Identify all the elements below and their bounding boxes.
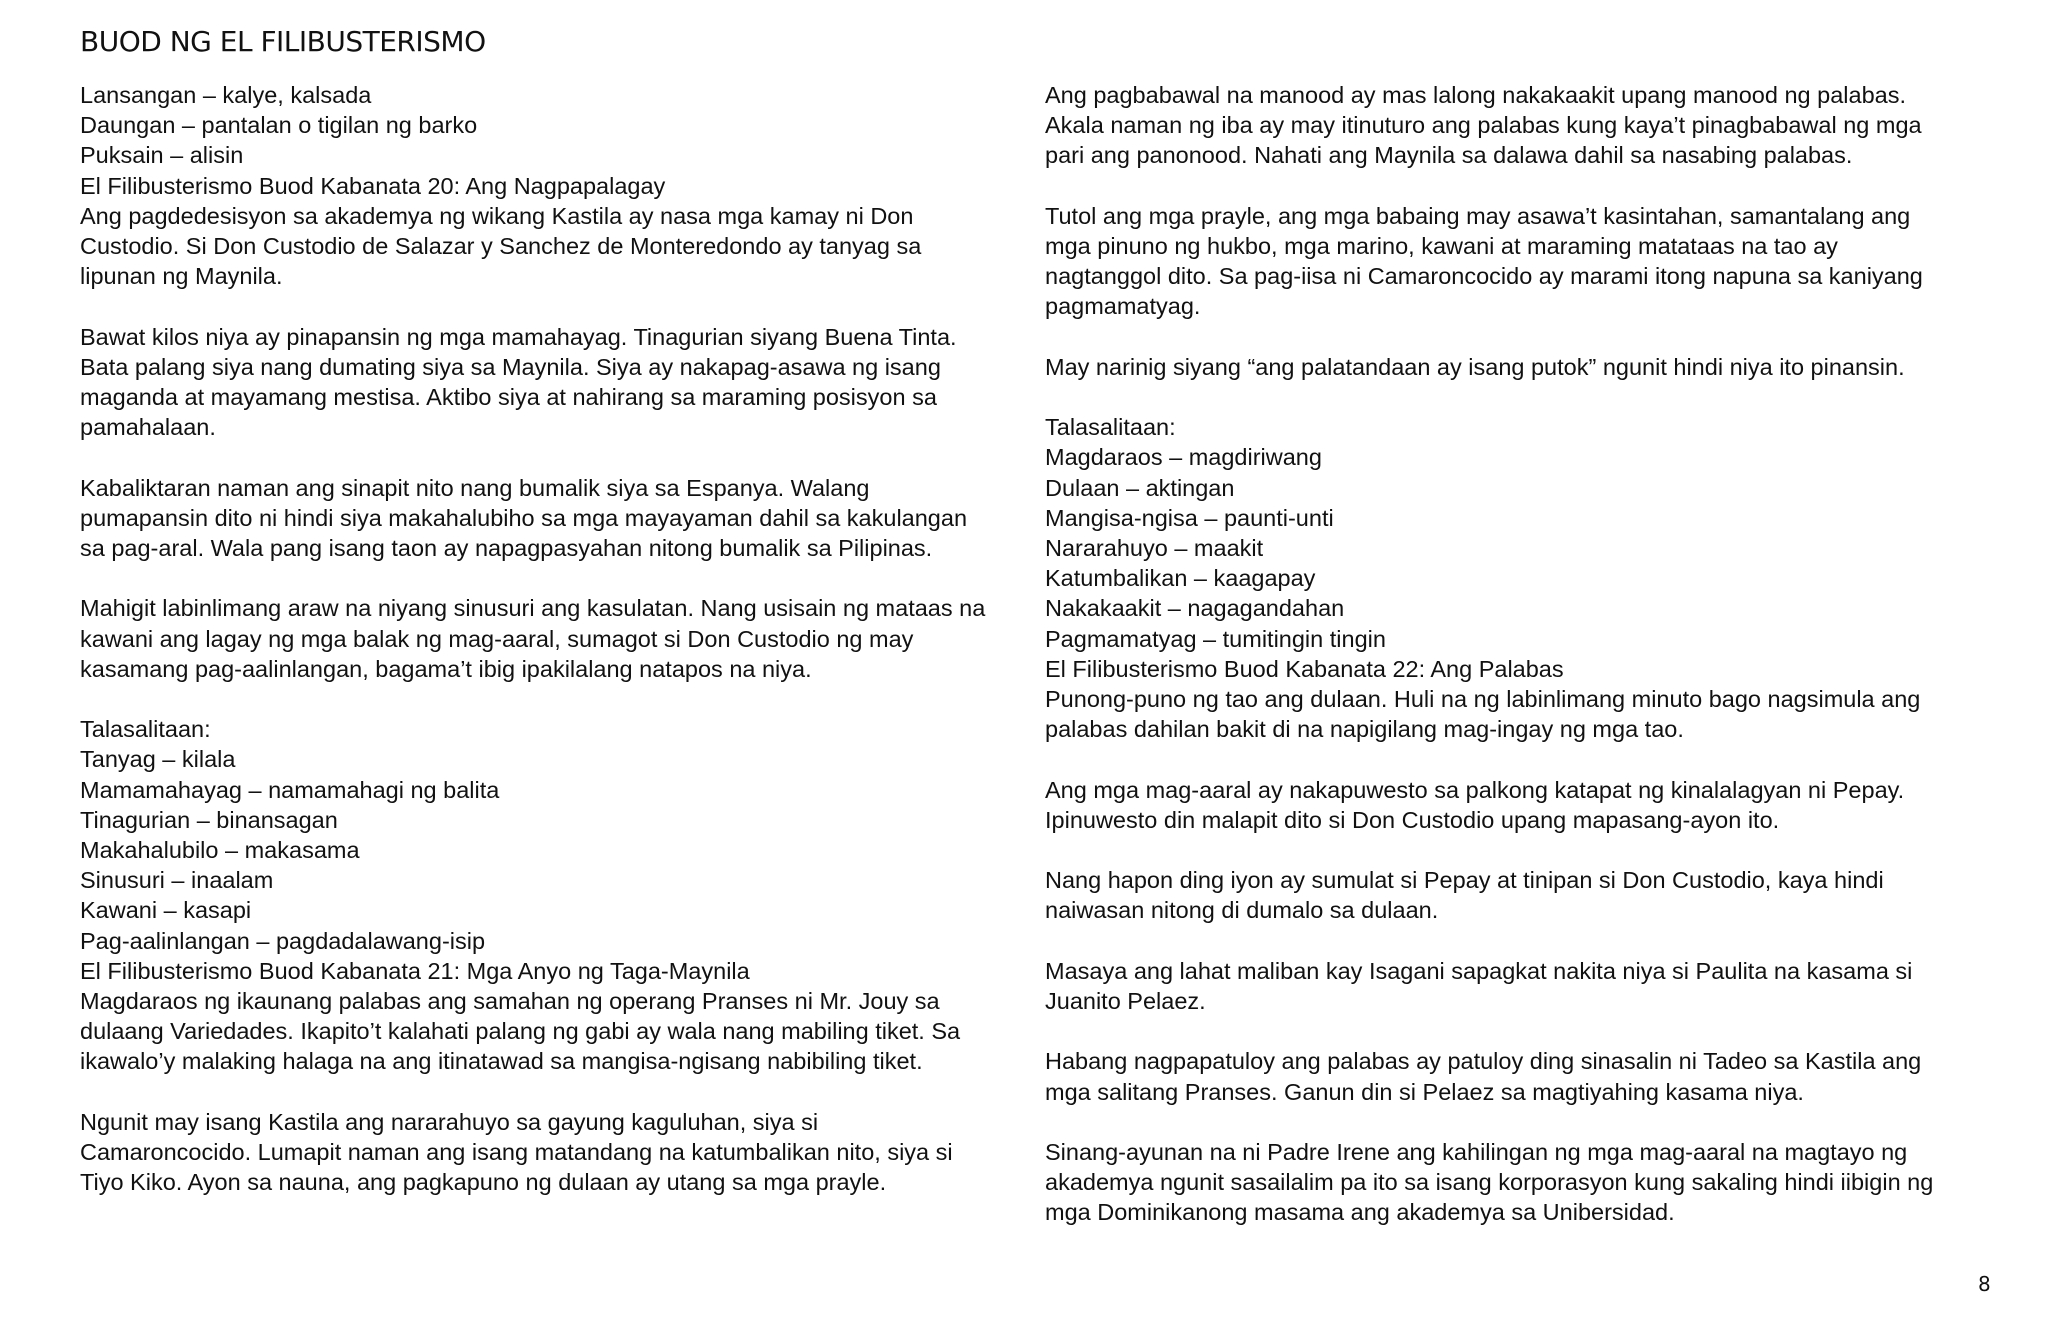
page-number: 8 (1978, 1272, 1991, 1296)
text-line: mga pinuno ng hukbo, mga marino, kawani at maraming matataas na tao ay (1045, 233, 1838, 259)
text-line: kawani ang lagay ng mga balak ng mag-aaral, sumagot si Don Custodio ng may (80, 625, 914, 652)
text-line: Tanyag – kilala (80, 746, 236, 773)
text-line: Talasalitaan: (80, 716, 211, 743)
text-line: Tiyo Kiko. Ayon sa nauna, ang pagkapuno ng dulaan ay utang sa mga prayle. (80, 1169, 887, 1196)
text-line: pari ang panonood. Nahati ang Maynila sa dalawa dahil sa nasabing palabas. (1045, 142, 1853, 169)
paragraph-spacer (80, 563, 1040, 593)
text-line: Magdaraos ng ikaunang palabas ang samahan ng operang Pranses ni Mr. Jouy sa (80, 988, 940, 1015)
text-line: Makahalubilo – makasama (80, 837, 360, 864)
text-line: nagtanggol dito. Sa pag-iisa ni Camaroncocido ay marami itong napuna sa kaniyang (1045, 263, 1923, 290)
text-line: Masaya ang lahat maliban kay Isagani sapagkat nakita niya si Paulita na kasama si (1045, 957, 1913, 984)
text-line: Bawat kilos niya ay pinapansin ng mga mamahayag. Tinagurian siyang Buena Tinta. (80, 323, 957, 350)
text-line: Ang pagdedesisyon sa akademya ng wikang Kastila ay nasa mga kamay ni Don (80, 202, 914, 229)
text-line: Mangisa-ngisa – paunti-unti (1045, 504, 1334, 531)
text-line: Ang mga mag-aaral ay nakapuwesto sa palkong katapat ng kinalalagyan ni Pepay. (1045, 776, 1905, 803)
right-text-column (1045, 80, 2005, 1228)
text-line: Katumbalikan – kaagapay (1045, 565, 1316, 592)
text-line: Bata palang siya nang dumating siya sa Maynila. Siya ay nakapag-asawa ng isang (80, 353, 941, 380)
paragraph-spacer (1045, 1016, 2005, 1046)
text-line: palabas dahilan bakit di na napigilang mag-ingay ng mga tao. (1045, 716, 1684, 743)
text-line: El Filibusterismo Buod Kabanata 20: Ang Nagpapalagay (80, 172, 666, 199)
left-text-column (80, 80, 1040, 1197)
text-line: Punong-puno ng tao ang dulaan. Huli na ng labinlimang minuto bago nagsimula ang (1045, 686, 1921, 713)
paragraph-spacer (1045, 835, 2005, 865)
text-line: Nararahuyo – maakit (1045, 535, 1264, 561)
page-title: BUOD NG EL FILIBUSTERISMO (80, 25, 486, 58)
paragraph-spacer (80, 291, 1040, 321)
paragraph-spacer (80, 684, 1040, 714)
text-line: Ipinuwesto din malapit dito si Don Custodio upang mapasang-ayon ito. (1045, 806, 1780, 833)
text-line: pumapansin dito ni hindi siya makahalubiho sa mga mayayaman dahil sa kakulangan (80, 504, 968, 531)
text-line: maganda at mayamang mestisa. Aktibo siya at nahirang sa maraming posisyon sa (80, 384, 937, 411)
text-line: Daungan – pantalan o tigilan ng barko (80, 112, 478, 139)
text-line: Sinang-ayunan na ni Padre Irene ang kahilingan ng mga mag-aaral na magtayo ng (1045, 1138, 1908, 1165)
text-line: Pag-aalinlangan – pagdadalawang-isip (80, 927, 486, 954)
text-line: kasamang pag-aalinlangan, bagama’t ibig ipakilalang natapos na niya. (80, 655, 812, 682)
text-line: Kawani – kasapi (80, 897, 252, 924)
text-line: lipunan ng Maynila. (80, 263, 283, 290)
paragraph-spacer (80, 442, 1040, 472)
text-line: Sinusuri – inaalam (80, 867, 274, 894)
text-line: sa pag-aral. Wala pang isang taon ay napagpasyahan nitong bumalik sa Pilipinas. (80, 535, 933, 562)
paragraph-spacer (1045, 382, 2005, 412)
text-line: Tutol ang mga prayle, ang mga babaing may asawa’t kasintahan, samantalang ang (1045, 202, 1911, 229)
text-line: pamahalaan. (80, 414, 216, 441)
text-line: Dulaan – aktingan (1045, 474, 1235, 501)
text-line: pagmamatyag. (1045, 293, 1201, 320)
text-line: Mahigit labinlimang araw na niyang sinusuri ang kasulatan. Nang usisain ng mataas na (80, 595, 986, 622)
text-line: Lansangan – kalye, kalsada (80, 82, 372, 108)
text-line: dulaang Variedades. Ikapito’t kalahati palang ng gabi ay wala nang mabiling tiket. Sa (80, 1018, 961, 1045)
text-line: Mamamahayag – namamahagi ng balita (80, 776, 500, 803)
text-line: Pagmamatyag – tumitingin tingin (1045, 625, 1386, 652)
text-line: El Filibusterismo Buod Kabanata 22: Ang Palabas (1045, 655, 1564, 682)
text-line: Nakakaakit – nagagandahan (1045, 595, 1345, 622)
text-line: mga Dominikanong masama ang akademya sa Unibersidad. (1045, 1199, 1675, 1226)
text-line: mga salitang Pranses. Ganun din si Pelaez sa magtiyahing kasama niya. (1045, 1078, 1804, 1105)
text-line: Puksain – alisin (80, 142, 244, 169)
text-line: Custodio. Si Don Custodio de Salazar y Sanchez de Monteredondo ay tanyag sa (80, 233, 922, 260)
text-line: akademya ngunit sasailalim pa ito sa isang korporasyon kung sakaling hindi iibigin ng (1045, 1169, 1934, 1196)
text-line: Juanito Pelaez. (1045, 988, 1206, 1014)
text-line: Ang pagbabawal na manood ay mas lalong nakakaakit upang manood ng palabas. (1045, 82, 1906, 108)
text-line: naiwasan nitong di dumalo sa dulaan. (1045, 897, 1439, 924)
paragraph-spacer (1045, 171, 2005, 201)
text-line: Kabaliktaran naman ang sinapit nito nang bumalik siya sa Espanya. Walang (80, 474, 870, 501)
text-line: Camaroncocido. Lumapit naman ang isang matandang na katumbalikan nito, siya si (80, 1139, 953, 1166)
text-line: Akala naman ng iba ay may itinuturo ang palabas kung kaya’t pinagbabawal ng mga (1045, 112, 1922, 139)
text-line: Magdaraos – magdiriwang (1045, 444, 1322, 471)
text-line: Talasalitaan: (1045, 414, 1176, 441)
paragraph-spacer (1045, 926, 2005, 956)
paragraph-spacer (1045, 744, 2005, 774)
text-line: Tinagurian – binansagan (80, 806, 338, 833)
paragraph-spacer (1045, 322, 2005, 352)
paragraph-spacer (1045, 1107, 2005, 1137)
text-line: Habang nagpapatuloy ang palabas ay patuloy ding sinasalin ni Tadeo sa Kastila ang (1045, 1048, 1922, 1075)
text-line: El Filibusterismo Buod Kabanata 21: Mga Anyo ng Taga-Maynila (80, 957, 750, 984)
text-line: Ngunit may isang Kastila ang nararahuyo sa gayung kaguluhan, siya si (80, 1108, 819, 1135)
text-line: Nang hapon ding iyon ay sumulat si Pepay at tinipan si Don Custodio, kaya hindi (1045, 867, 1884, 894)
text-line: ikawalo’y malaking halaga na ang itinatawad sa mangisa-ngisang nabibiling tiket. (80, 1048, 923, 1075)
paragraph-spacer (80, 1077, 1040, 1107)
text-line: May narinig siyang “ang palatandaan ay isang putok” ngunit hindi niya ito pinansin. (1045, 353, 1905, 380)
